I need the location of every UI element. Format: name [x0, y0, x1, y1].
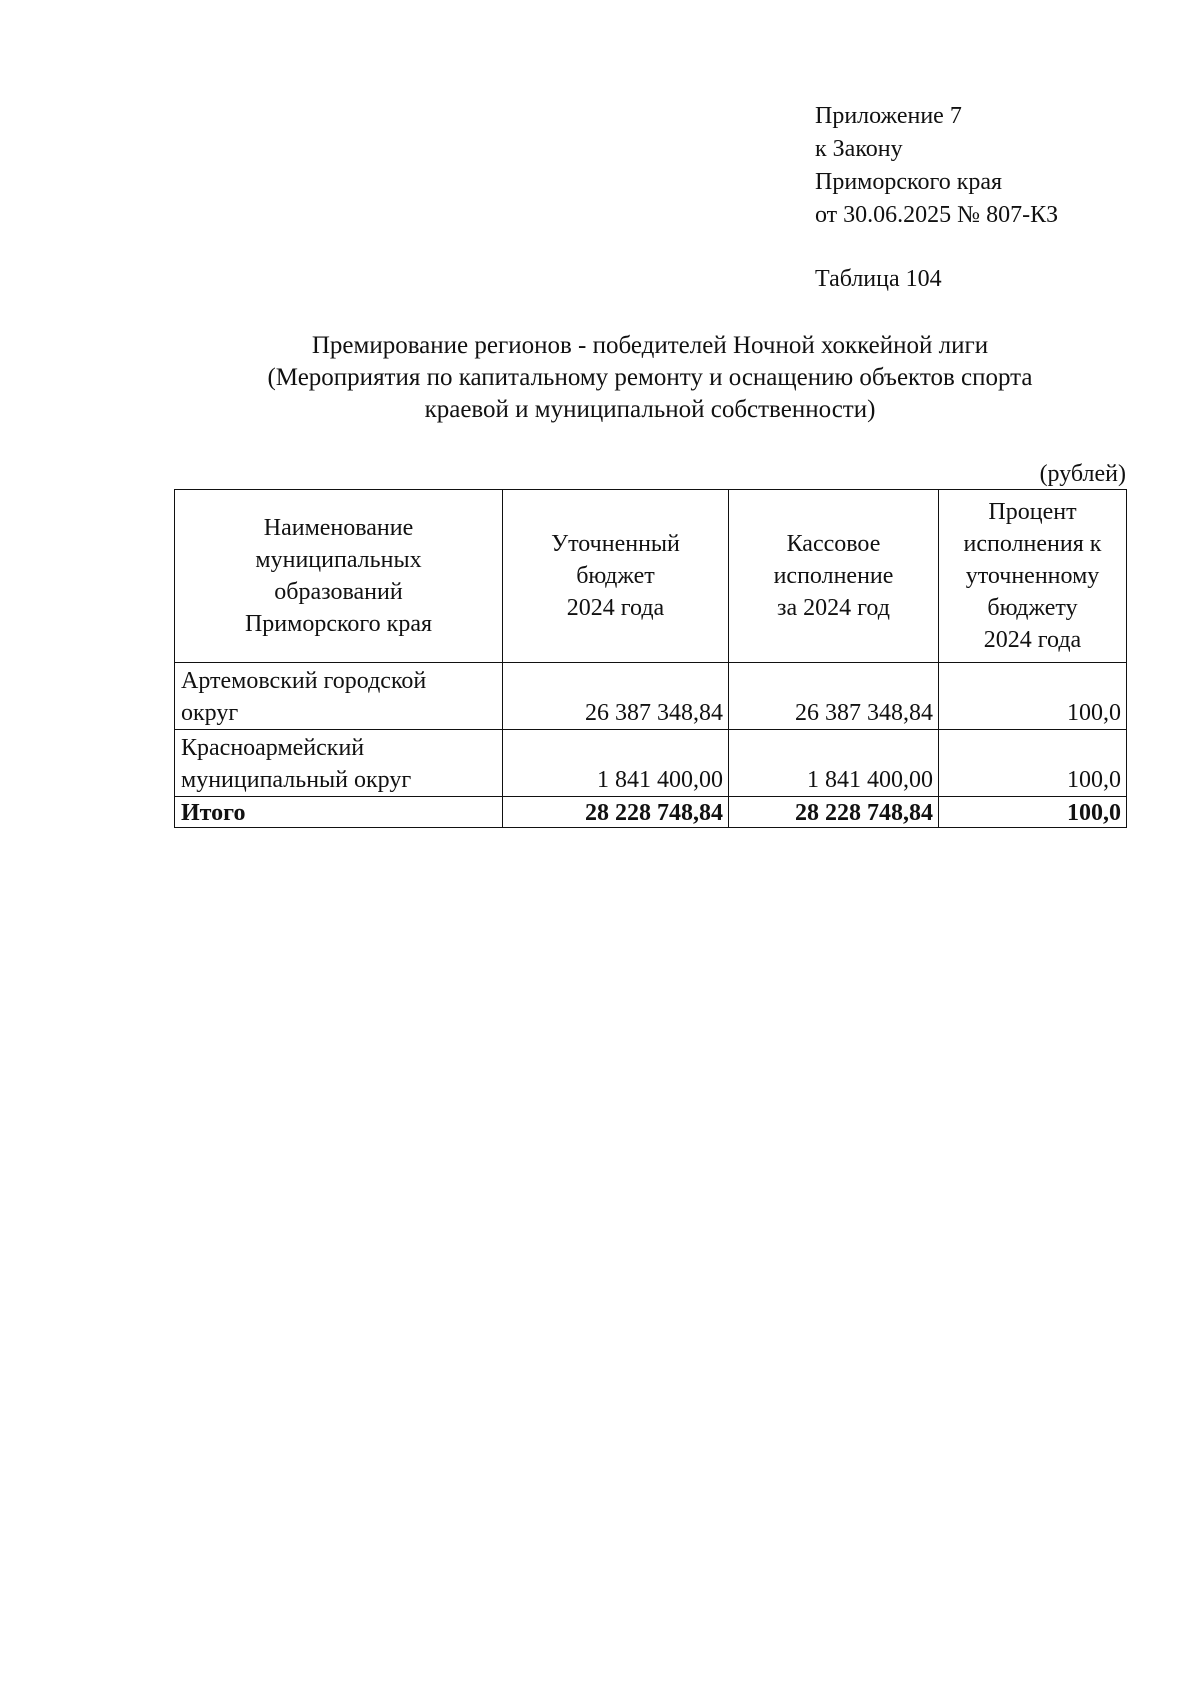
- total-execution-percent: 100,0: [939, 797, 1127, 828]
- title-line: краевой и муниципальной собственности): [424, 396, 876, 423]
- units-label: (рублей): [1039, 461, 1126, 487]
- appendix-reference: [815, 100, 1058, 232]
- appendix-line: от 30.06.2025 № 807-КЗ: [815, 202, 1059, 228]
- table-number: Таблица 104: [815, 266, 942, 292]
- total-cash-execution: 28 228 748,84: [729, 797, 939, 828]
- table-header-row: [175, 490, 1127, 663]
- appendix-line: Приложение 7: [815, 103, 962, 129]
- header-cash-execution: Кассовое исполнение за 2024 год: [729, 490, 939, 663]
- budget-table: [174, 489, 1127, 828]
- header-refined-budget: Уточненный бюджет 2024 года: [503, 490, 729, 663]
- cash-execution-value: 1 841 400,00: [729, 730, 939, 797]
- total-label: Итого: [175, 797, 503, 828]
- execution-percent-value: 100,0: [939, 663, 1127, 730]
- total-refined-budget: 28 228 748,84: [503, 797, 729, 828]
- header-execution-percent: Процент исполнения к уточненному бюджету 2024 года: [939, 490, 1127, 663]
- table-total-row: [175, 797, 1127, 828]
- document-title: [170, 330, 1130, 426]
- execution-percent-value: 100,0: [939, 730, 1127, 797]
- refined-budget-value: 26 387 348,84: [503, 663, 729, 730]
- refined-budget-value: 1 841 400,00: [503, 730, 729, 797]
- municipality-name: Красноармейский муниципальный округ: [175, 730, 503, 797]
- cash-execution-value: 26 387 348,84: [729, 663, 939, 730]
- appendix-line: к Закону: [815, 136, 903, 162]
- header-municipality: Наименование муниципальных образований Приморского края: [175, 490, 503, 663]
- appendix-line: Приморского края: [815, 169, 1003, 195]
- table-row: [175, 730, 1127, 797]
- title-line: (Мероприятия по капитальному ремонту и оснащению объектов спорта: [267, 364, 1033, 391]
- title-line: Премирование регионов - победителей Ночной хоккейной лиги: [311, 332, 989, 359]
- table-row: [175, 663, 1127, 730]
- municipality-name: Артемовский городской округ: [175, 663, 503, 730]
